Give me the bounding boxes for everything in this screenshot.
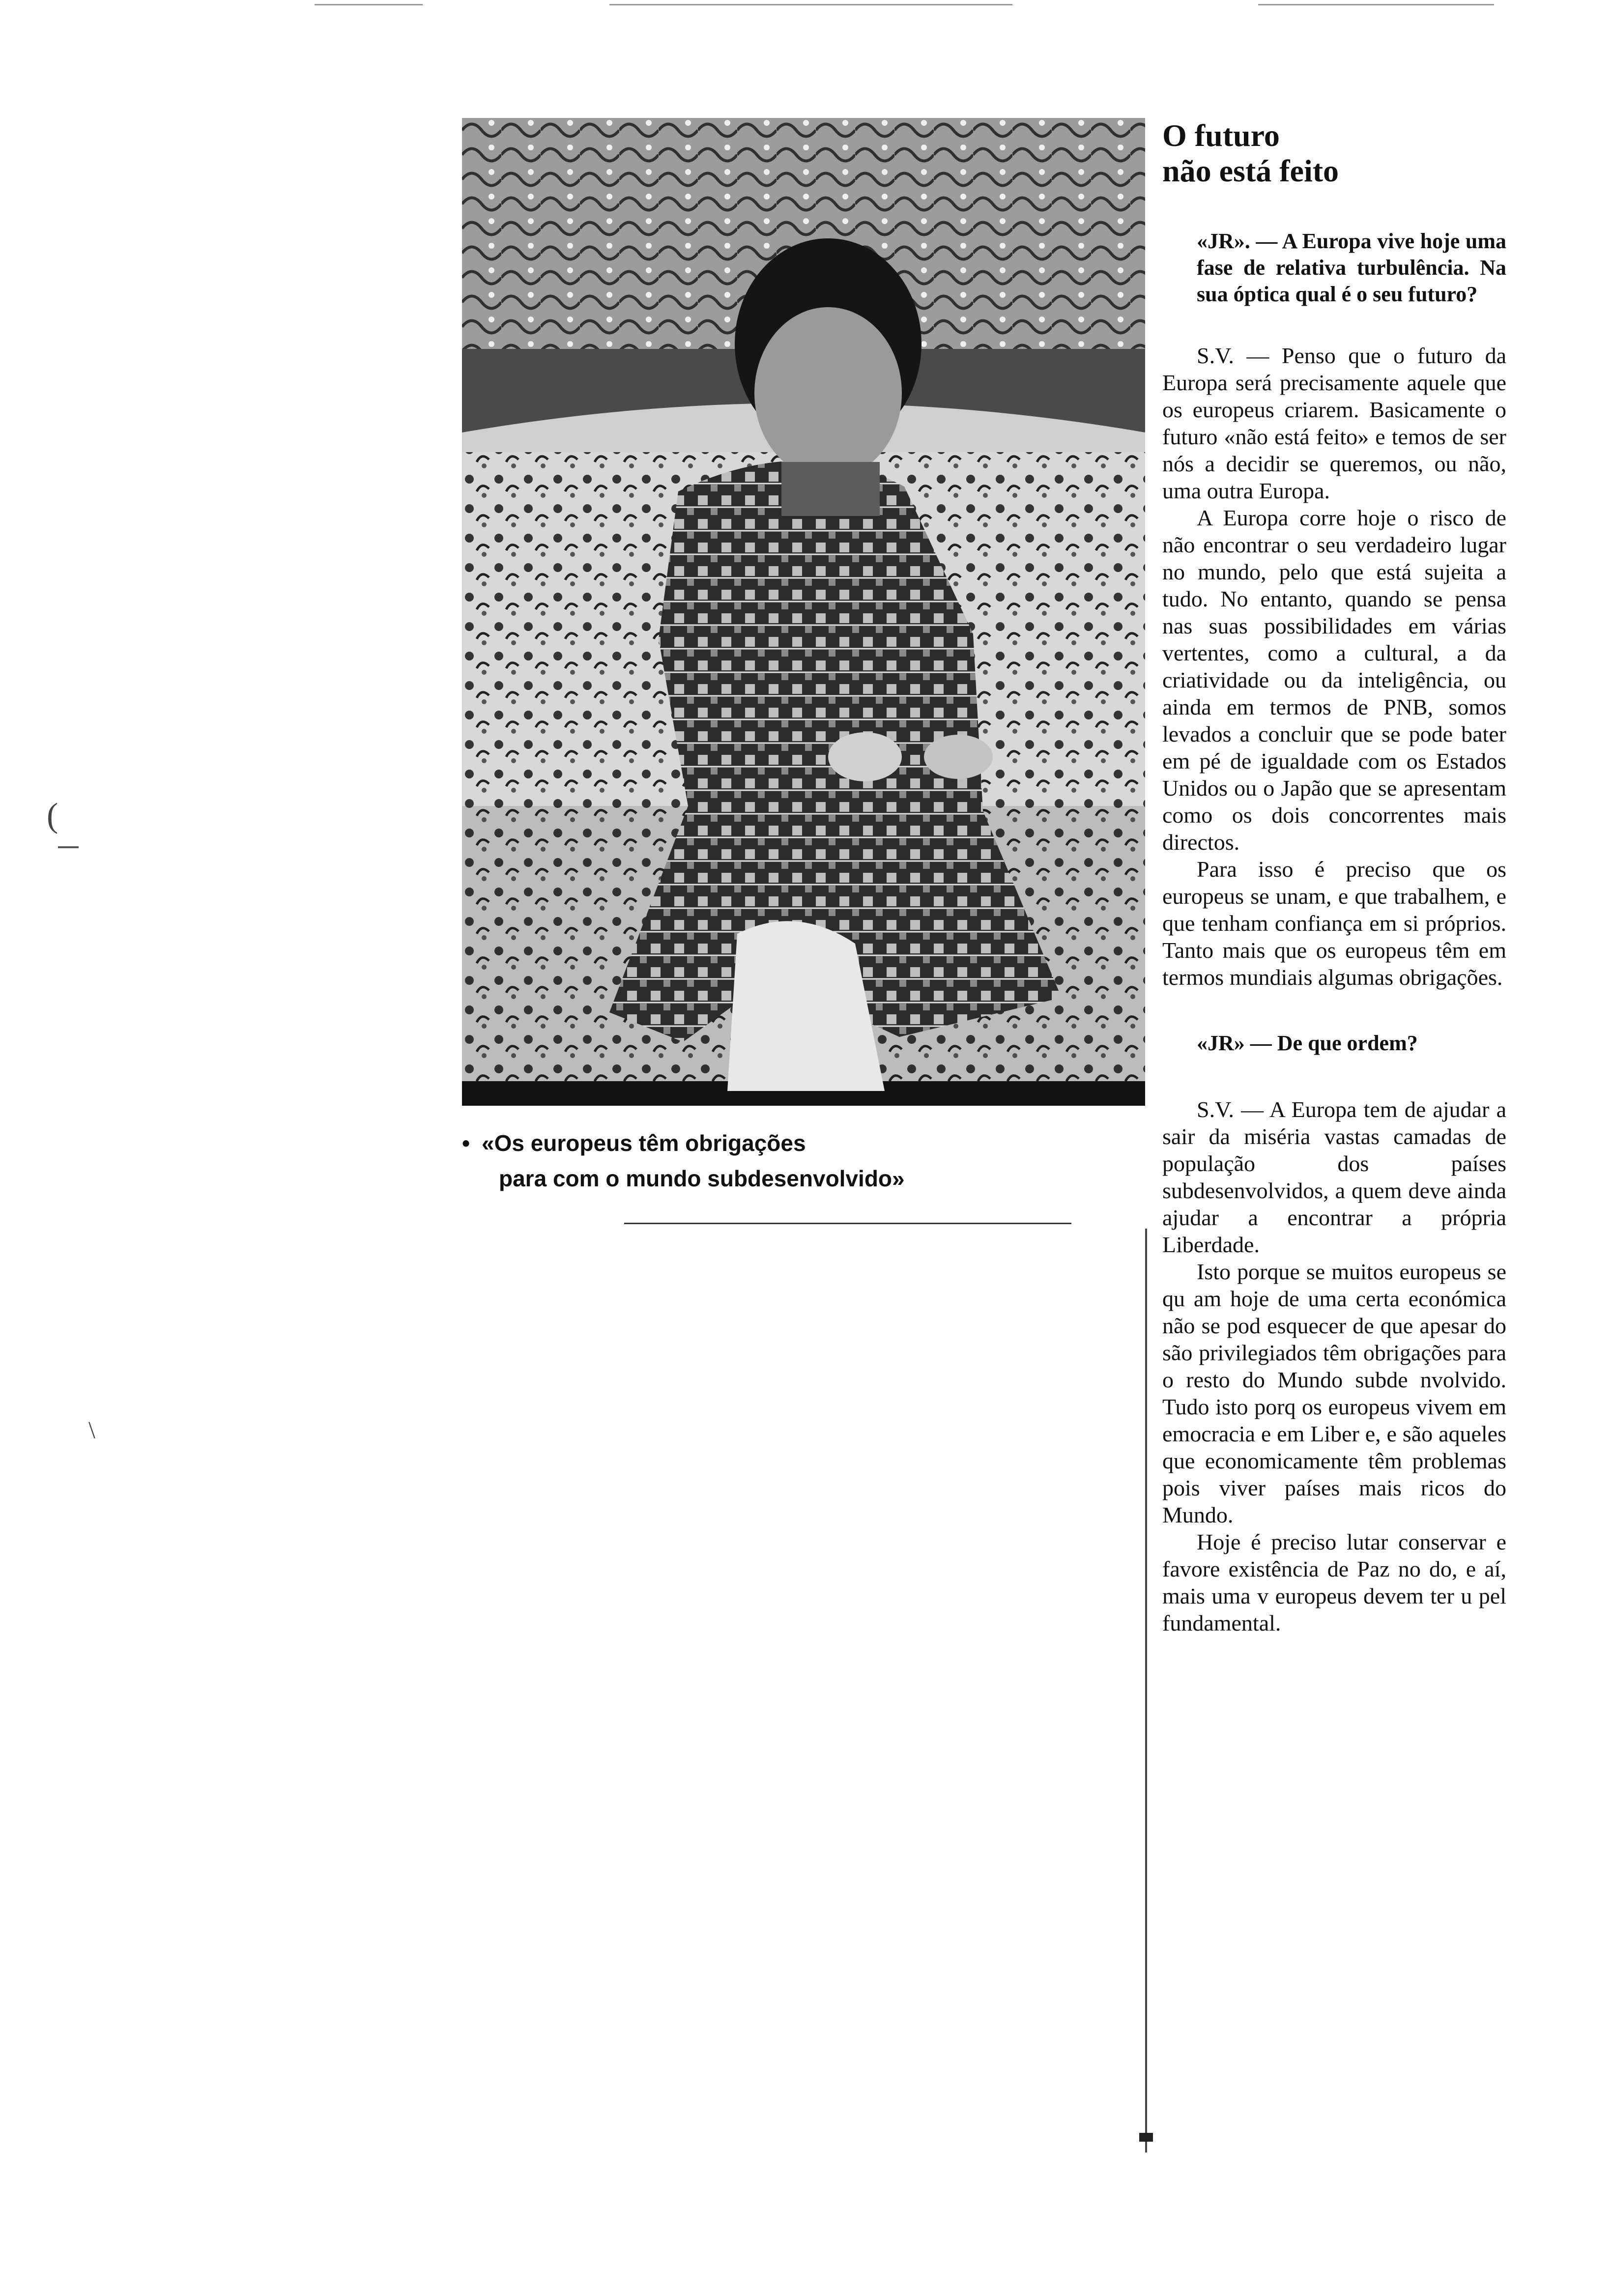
margin-mark: ( <box>47 797 58 834</box>
answer-paragraph: Isto porque se muitos europeus se qu am hoje de uma certa económica não se pod esquecer de que apesar do são privilegiados têm obrigações para o resto do Mundo subde nvolvido. Tudo isto porq os europeus vivem em emocracia e em Liber e, e são aqueles que economicamente têm problemas pois viver países mais ricos do Mundo. <box>1162 1259 1506 1527</box>
photo-caption <box>462 1125 1101 1196</box>
headline-line: O futuro <box>1162 118 1280 153</box>
interview-question: «JR». — A Europa vive hoje uma fase de relativa turbulência. Na sua óptica qual é o seu futuro? <box>1197 229 1506 306</box>
margin-mark: \ <box>88 1416 95 1443</box>
column-rule-mark <box>1139 2133 1153 2142</box>
scan-artefact <box>609 4 1012 5</box>
headline <box>1162 118 1506 189</box>
interview-question: «JR» — De que ordem? <box>1197 1031 1418 1055</box>
margin-dash <box>58 846 79 848</box>
portrait-photo <box>462 118 1145 1106</box>
answer-paragraph: S.V. — Penso que o futuro da Europa será precisamente aquele que os europeus criarem. Basicamente o futuro «não está feito» e temos de ser nós a decidir se queremos, ou não, uma outra Europa. <box>1162 343 1506 503</box>
portrait-photo-icon <box>462 118 1145 1106</box>
scan-artefact <box>1258 4 1494 5</box>
caption-line: • «Os europeus têm obrigações <box>462 1125 1101 1161</box>
caption-rule <box>624 1223 1071 1224</box>
scan-artefact <box>315 4 423 5</box>
headline-line: não está feito <box>1162 153 1339 188</box>
article-column <box>1162 118 1506 1636</box>
column-rule <box>1145 1229 1147 2152</box>
answer-paragraph: S.V. — A Europa tem de ajudar a sair da miséria vastas camadas de população dos países subdesenvolvidos, a quem deve ainda ajudar a encontrar a própria Liberdade. <box>1162 1097 1506 1257</box>
caption-line: para com o mundo subdesenvolvido» <box>499 1166 905 1191</box>
answer-paragraph: Para isso é preciso que os europeus se unam, e que trabalhem, e que tenham confiança em si próprios. Tanto mais que os europeus têm em termos mundiais algumas obrigações. <box>1162 857 1506 990</box>
answer-paragraph: A Europa corre hoje o risco de não encontrar o seu verdadeiro lugar no mundo, pelo que está sujeita a tudo. No entanto, quando se pensa nas suas possibilidades em várias vertentes, como a cultural, a da criatividade ou da inteligência, ou ainda em termos de PNB, somos levados a concluir que se pode bater em pé de igualdade com os Estados Unidos ou o Japão que se apresentam como os dois concorrentes mais directos. <box>1162 505 1506 855</box>
answer-paragraph: Hoje é preciso lutar conservar e favore existência de Paz no do, e aí, mais uma v europeus devem ter u pel fundamental. <box>1162 1529 1506 1636</box>
